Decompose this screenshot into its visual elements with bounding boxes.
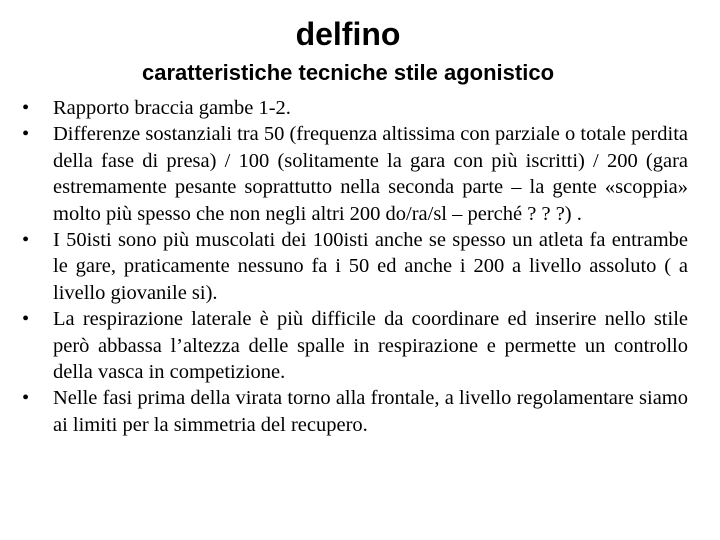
bullet-marker: • [22,123,30,146]
bullet-item [22,385,688,438]
bullet-text: La respirazione laterale è più difficile da coordinare ed inserire nello stile però abbassa l’altezza delle spalle in respirazione e permette un controllo della vasca in competizione. [53,308,688,384]
bullet-list [22,95,688,438]
bullet-text: I 50isti sono più muscolati dei 100isti anche se spesso un atleta fa entrambe le gare, praticamente nessuno fa i 50 ed anche i 200 a livello assoluto ( a livello giovanile si). [53,229,688,304]
bullet-text: Rapporto braccia gambe 1-2. [53,97,291,119]
bullet-text: Differenze sostanziali tra 50 (frequenza altissima con parziale o totale perdita della fase di presa) / 100 (solitamente la gara con più iscritti) / 200 (gara estremamente pesante soprattutto nella seconda parte – la gente «scoppia» molto più spesso che non negli altri 200 do/ra/sl – perché ? ? ?) . [53,123,688,225]
bullet-marker: • [22,308,30,331]
bullet-item [22,95,688,121]
bullet-marker: • [22,387,30,410]
bullet-marker: • [22,97,30,119]
bullet-item [22,227,688,306]
bullet-item [22,306,688,385]
bullet-item [22,121,688,227]
bullet-marker: • [22,229,30,252]
bullet-text: Nelle fasi prima della virata torno alla frontale, a livello regolamentare siamo ai limiti per la simmetria del recupero. [53,387,688,436]
slide-subtitle: caratteristiche tecniche stile agonistico [141,60,555,85]
slide-title: delfino [295,16,401,52]
